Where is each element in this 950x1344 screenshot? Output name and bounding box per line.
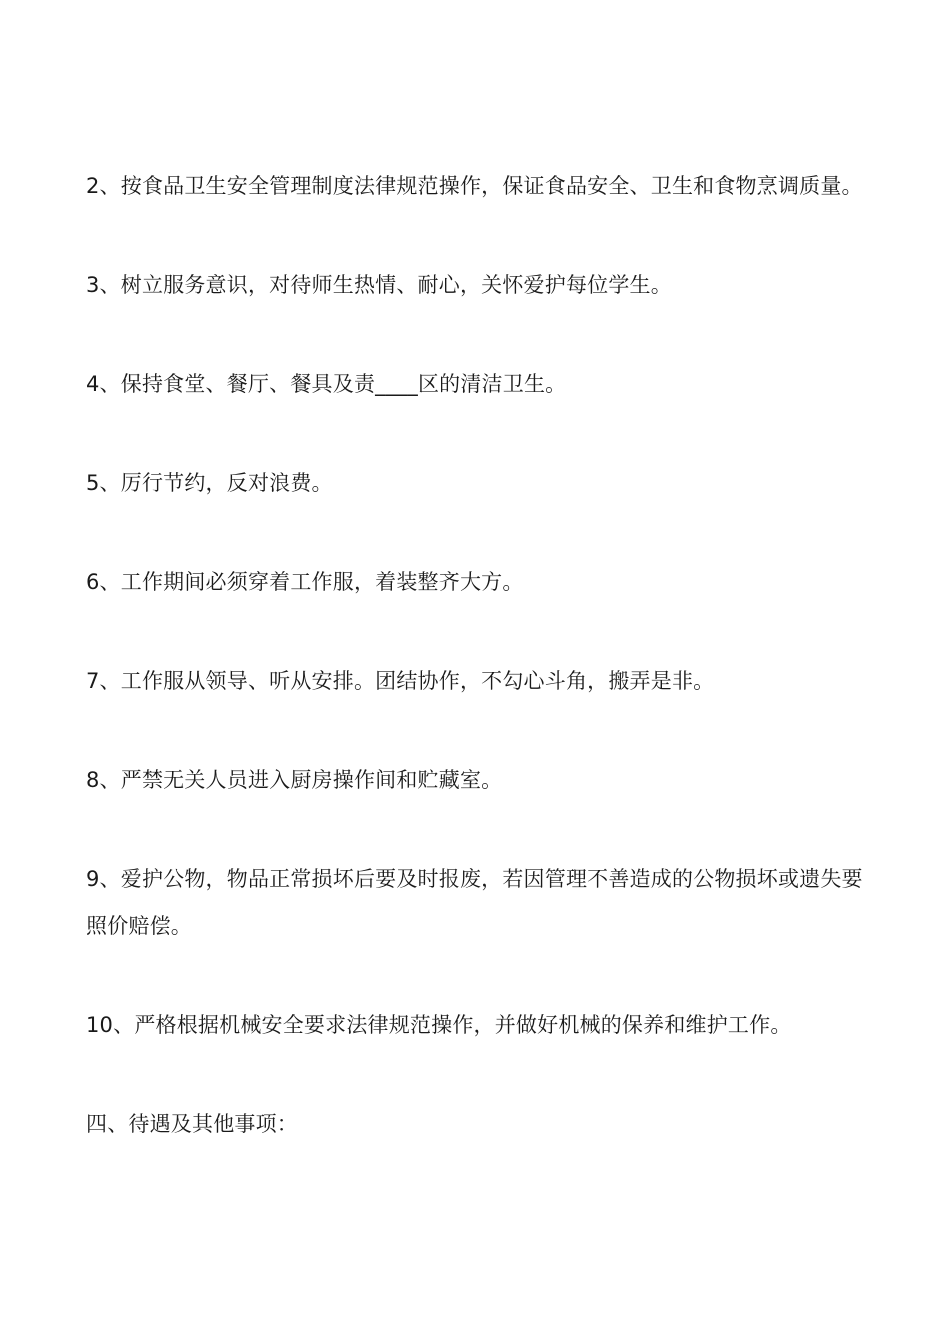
paragraph-item-9: 9、爱护公物，物品正常损坏后要及时报废，若因管理不善造成的公物损坏或遗失要照价赔偿。 bbox=[86, 867, 863, 938]
paragraph-gap bbox=[86, 309, 876, 361]
document-body bbox=[86, 163, 876, 1148]
paragraph-gap bbox=[86, 408, 876, 460]
paragraph-item-8: 8、严禁无关人员进入厨房操作间和贮藏室。 bbox=[86, 768, 503, 792]
paragraph-item-3: 3、树立服务意识，对待师生热情、耐心，关怀爱护每位学生。 bbox=[86, 273, 672, 297]
paragraph-gap bbox=[86, 1049, 876, 1101]
paragraph-item-4: 4、保持食堂、餐厅、餐具及责____区的清洁卫生。 bbox=[86, 372, 567, 396]
paragraph-item-6: 6、工作期间必须穿着工作服，着装整齐大方。 bbox=[86, 570, 524, 594]
paragraph-item-2: 2、按食品卫生安全管理制度法律规范操作，保证食品安全、卫生和食物烹调质量。 bbox=[86, 174, 863, 198]
paragraph-gap bbox=[86, 507, 876, 559]
paragraph-item-5: 5、厉行节约，反对浪费。 bbox=[86, 471, 333, 495]
section-heading: 四、待遇及其他事项： bbox=[86, 1112, 298, 1136]
paragraph-gap bbox=[86, 705, 876, 757]
paragraph-gap bbox=[86, 804, 876, 856]
paragraph-item-7: 7、工作服从领导、听从安排。团结协作，不勾心斗角，搬弄是非。 bbox=[86, 669, 715, 693]
paragraph-gap bbox=[86, 606, 876, 658]
paragraph-gap bbox=[86, 210, 876, 262]
paragraph-item-10: 10、严格根据机械安全要求法律规范操作，并做好机械的保养和维护工作。 bbox=[86, 1013, 792, 1037]
paragraph-gap bbox=[86, 950, 876, 1002]
